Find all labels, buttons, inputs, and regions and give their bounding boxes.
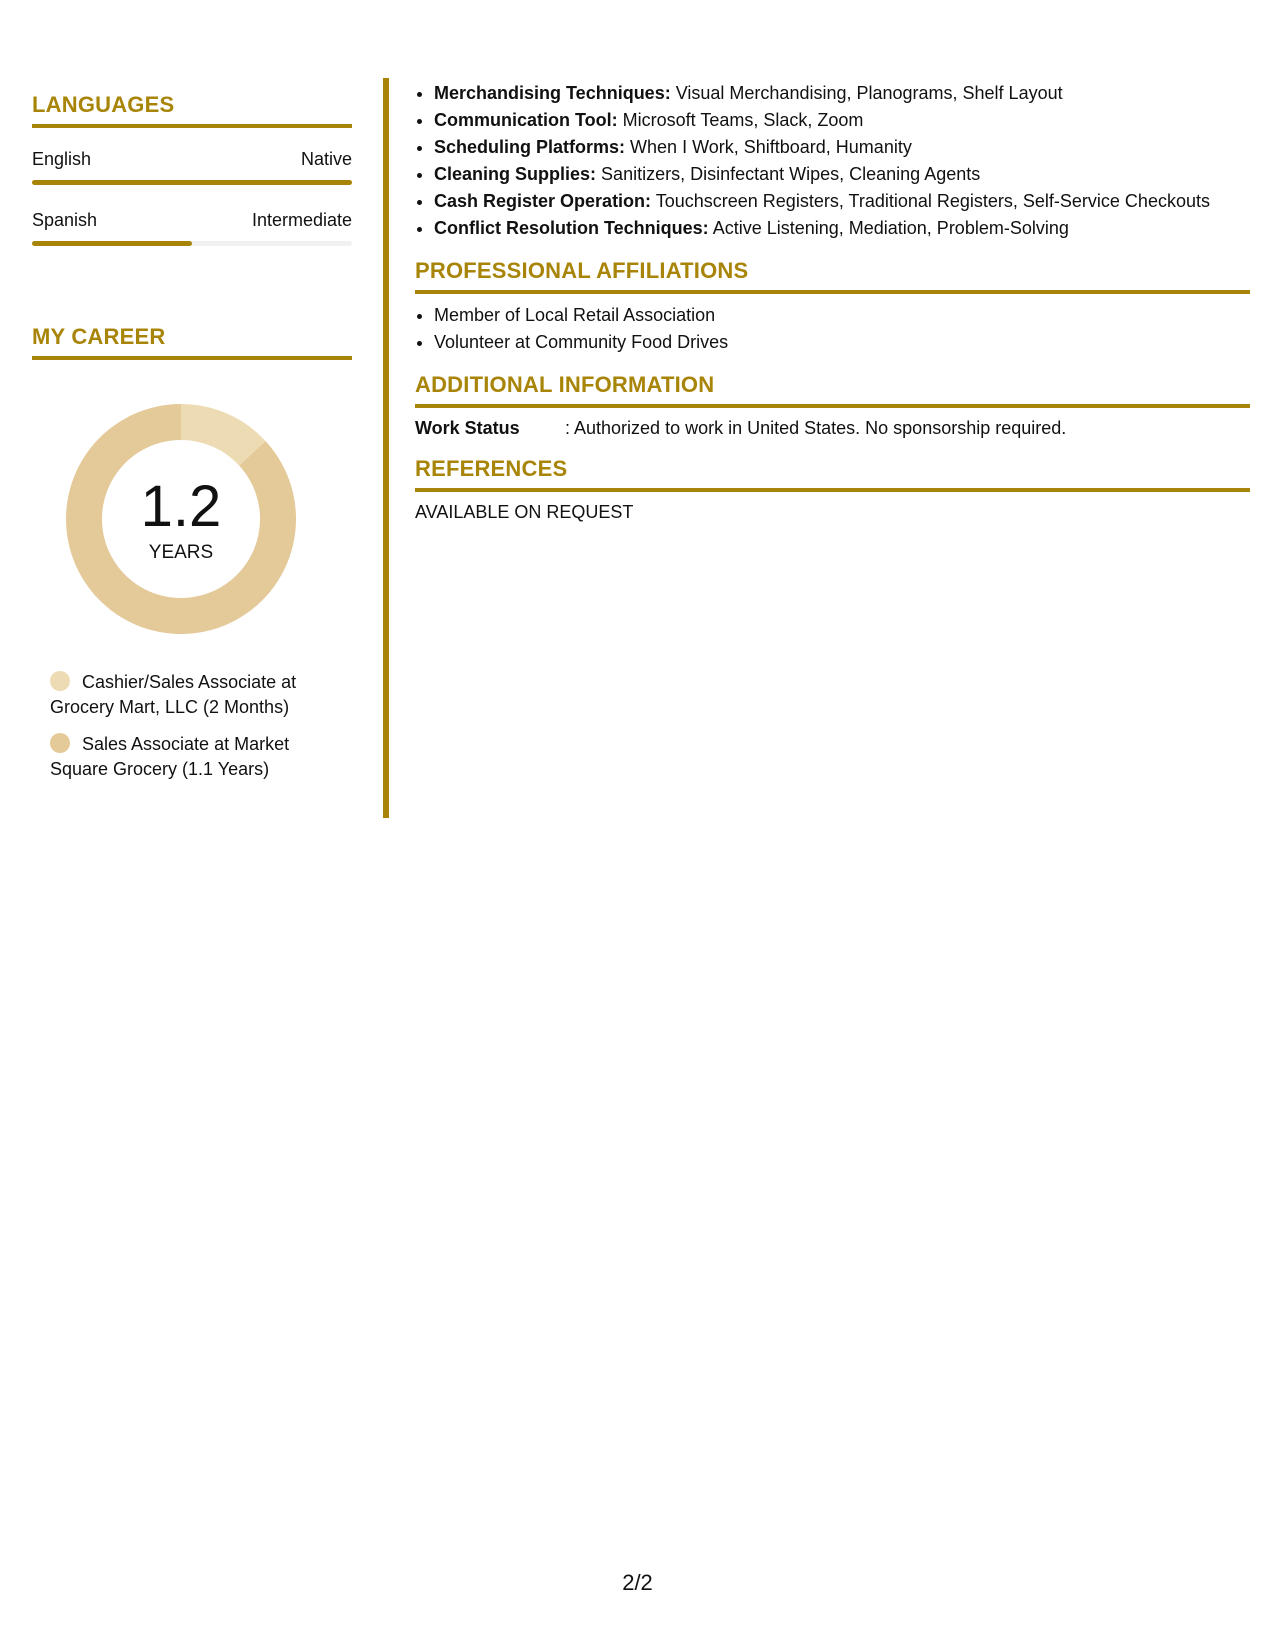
- skill-value: Active Listening, Mediation, Problem-Solving: [712, 218, 1069, 238]
- skill-value: Touchscreen Registers, Traditional Registers, Self-Service Checkouts: [655, 191, 1210, 211]
- career-section: [32, 324, 352, 782]
- skill-item: [434, 134, 1250, 161]
- language-level: Intermediate: [251, 210, 352, 230]
- column-divider: [383, 78, 389, 818]
- references-section: [415, 456, 1250, 523]
- skill-item: [434, 188, 1250, 215]
- skill-value: Sanitizers, Disinfectant Wipes, Cleaning Agents: [601, 164, 981, 184]
- skill-label: Cleaning Supplies:: [434, 164, 597, 184]
- affiliations-section: [415, 258, 1250, 356]
- skill-value: Microsoft Teams, Slack, Zoom: [622, 110, 864, 130]
- languages-heading: LANGUAGES: [32, 92, 352, 128]
- career-total-value: 1.2: [140, 474, 222, 539]
- language-proficiency-fill: [32, 180, 352, 185]
- skill-item: [434, 161, 1250, 188]
- additional-info-heading: ADDITIONAL INFORMATION: [415, 372, 1250, 408]
- legend-label: Sales Associate at Market Square Grocery (1.1 Years): [50, 734, 290, 779]
- career-heading: MY CAREER: [32, 324, 352, 360]
- language-level: Native: [300, 149, 352, 169]
- work-status-row: [415, 416, 1250, 440]
- career-legend: [50, 670, 330, 782]
- skill-label: Conflict Resolution Techniques:: [434, 218, 709, 238]
- skill-item: [434, 215, 1250, 242]
- skill-value: When I Work, Shiftboard, Humanity: [630, 137, 912, 157]
- right-column: [415, 80, 1250, 523]
- skills-list: [415, 80, 1250, 242]
- work-status-label: Work Status: [415, 418, 520, 438]
- legend-dot-icon: [50, 733, 70, 753]
- skill-item: [434, 107, 1250, 134]
- donut-center: [66, 404, 296, 634]
- legend-item: [50, 670, 330, 720]
- additional-info-section: [415, 372, 1250, 440]
- career-total-unit: YEARS: [148, 542, 214, 563]
- language-item-spanish: [32, 209, 352, 246]
- skill-value: Visual Merchandising, Planograms, Shelf Layout: [675, 83, 1063, 103]
- page-number: 2/2: [622, 1570, 653, 1595]
- skill-label: Scheduling Platforms:: [434, 137, 626, 157]
- affiliation-item: • Volunteer at Community Food Drives: [434, 329, 1250, 356]
- skill-label: Communication Tool:: [434, 110, 618, 130]
- affiliations-heading: PROFESSIONAL AFFILIATIONS: [415, 258, 1250, 294]
- skill-label: Cash Register Operation:: [434, 191, 652, 211]
- left-column: [32, 92, 352, 794]
- language-name: Spanish: [32, 210, 98, 230]
- legend-item: [50, 732, 330, 782]
- skill-item: [434, 80, 1250, 107]
- language-proficiency-bar: [32, 180, 352, 185]
- legend-dot-icon: [50, 671, 70, 691]
- language-name: English: [32, 149, 92, 169]
- language-proficiency-bar: [32, 241, 352, 246]
- career-donut-chart: [66, 404, 296, 634]
- language-item-english: [32, 148, 352, 185]
- affiliations-list: [415, 302, 1250, 356]
- work-status-value: : Authorized to work in United States. No sponsorship required.: [565, 418, 1067, 438]
- references-heading: REFERENCES: [415, 456, 1250, 492]
- legend-label: Cashier/Sales Associate at Grocery Mart, LLC (2 Months): [50, 672, 297, 717]
- references-text: AVAILABLE ON REQUEST: [415, 502, 634, 522]
- skill-label: Merchandising Techniques:: [434, 83, 671, 103]
- language-proficiency-fill: [32, 241, 192, 246]
- affiliation-item: • Member of Local Retail Association: [434, 302, 1250, 329]
